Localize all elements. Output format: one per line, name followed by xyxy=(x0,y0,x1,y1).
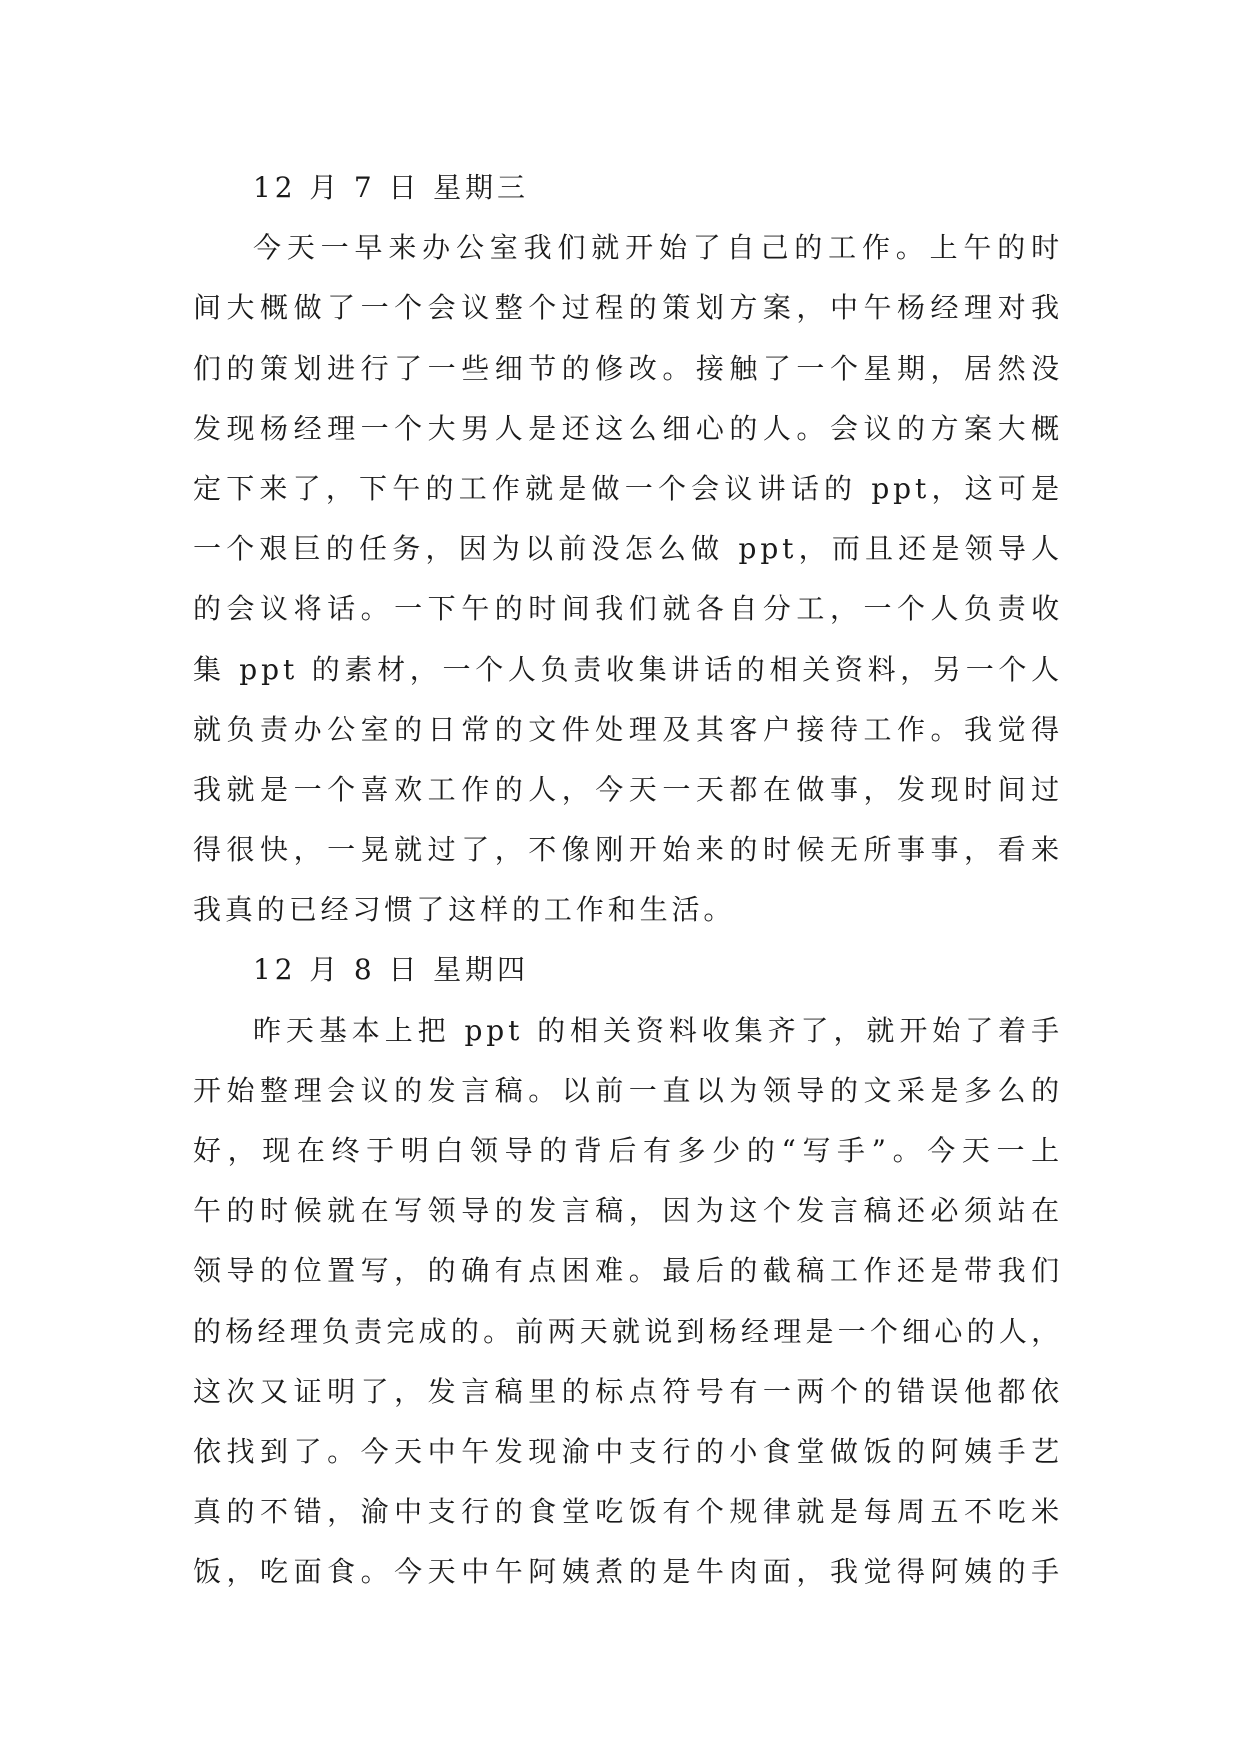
paragraph-line: 定下来了，下午的工作就是做一个会议讲话的 ppt，这可是 xyxy=(193,471,1063,505)
paragraph-line: 开始整理会议的发言稿。以前一直以为领导的文采是多么的 xyxy=(193,1073,1063,1107)
paragraph-line: 得很快，一晃就过了，不像刚开始来的时候无所事事，看来 xyxy=(193,833,1063,867)
paragraph-line: 真的不错，渝中支行的食堂吃饭有个规律就是每周五不吃米 xyxy=(193,1495,1063,1529)
paragraph-line: 我就是一个喜欢工作的人，今天一天都在做事，发现时间过 xyxy=(193,772,1063,806)
paragraph-line: 昨天基本上把 ppt 的相关资料收集齐了，就开始了着手 xyxy=(253,1013,1063,1047)
paragraph-line: 饭，吃面食。今天中午阿姨煮的是牛肉面，我觉得阿姨的手 xyxy=(193,1555,1063,1589)
paragraph-line: 这次又证明了，发言稿里的标点符号有一两个的错误他都依 xyxy=(193,1374,1063,1408)
paragraph-line: 领导的位置写，的确有点困难。最后的截稿工作还是带我们 xyxy=(193,1254,1063,1288)
paragraph-line: 的会议将话。一下午的时间我们就各自分工，一个人负责收 xyxy=(193,592,1063,626)
date-heading: 12 月 7 日 星期三 xyxy=(253,171,529,204)
paragraph-last-line: 我真的已经习惯了这样的工作和生活。 xyxy=(193,893,736,927)
paragraph-line: 午的时候就在写领导的发言稿，因为这个发言稿还必须站在 xyxy=(193,1194,1063,1228)
paragraph-line: 就负责办公室的日常的文件处理及其客户接待工作。我觉得 xyxy=(193,712,1063,746)
paragraph-line: 发现杨经理一个大男人是还这么细心的人。会议的方案大概 xyxy=(193,411,1063,445)
paragraph-line: 集 ppt 的素材，一个人负责收集讲话的相关资料，另一个人 xyxy=(193,652,1063,686)
paragraph-line: 今天一早来办公室我们就开始了自己的工作。上午的时 xyxy=(253,231,1063,265)
paragraph-line: 们的策划进行了一些细节的修改。接触了一个星期，居然没 xyxy=(193,351,1063,385)
paragraph-line: 的杨经理负责完成的。前两天就说到杨经理是一个细心的人， xyxy=(193,1314,1063,1348)
document-body xyxy=(193,158,1063,1603)
paragraph-line: 好，现在终于明白领导的背后有多少的“写手”。今天一上 xyxy=(193,1134,1063,1167)
date-heading: 12 月 8 日 星期四 xyxy=(253,953,529,987)
paragraph-line: 依找到了。今天中午发现渝中支行的小食堂做饭的阿姨手艺 xyxy=(193,1434,1063,1468)
paragraph-line: 间大概做了一个会议整个过程的策划方案，中午杨经理对我 xyxy=(193,291,1063,325)
paragraph-line: 一个艰巨的任务，因为以前没怎么做 ppt，而且还是领导人 xyxy=(193,532,1063,566)
